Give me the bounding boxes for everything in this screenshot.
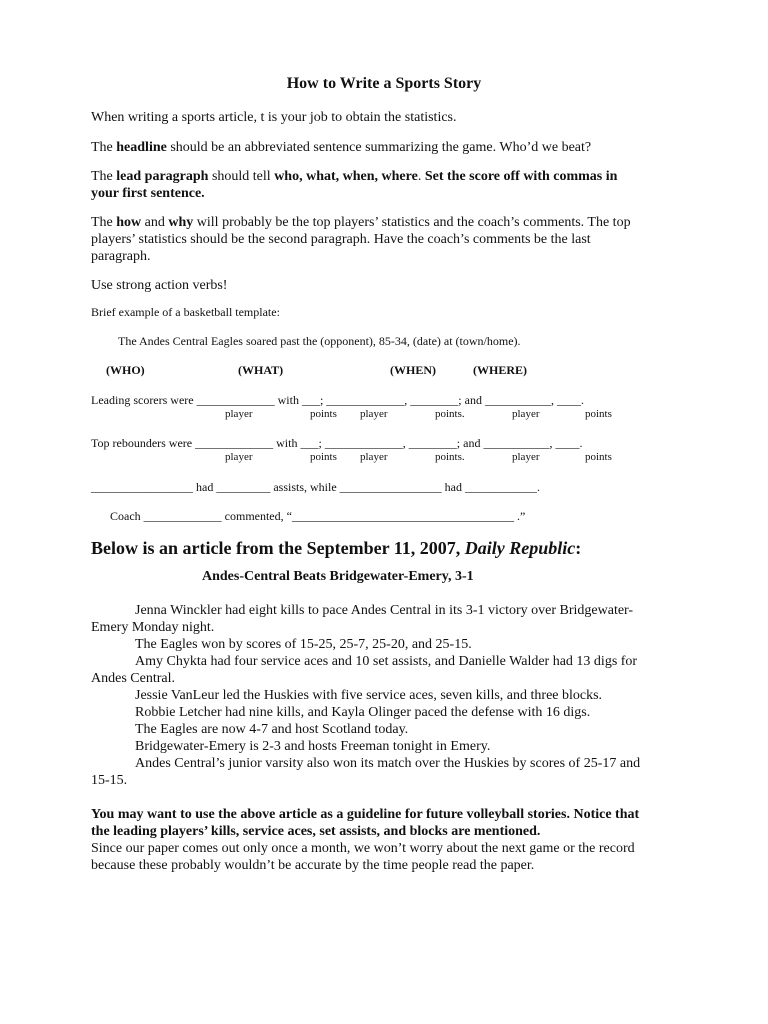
- headline-term: headline: [116, 140, 167, 155]
- how-why-line-2: players’ statistics should be the second paragraph. Have the coach’s comments be the last: [91, 232, 591, 247]
- article-line: Andes Central’s junior varsity also won its match over the Huskies by scores of 25-17 and: [135, 756, 641, 771]
- closing-bold-line-1: You may want to use the above article as a guideline for future volleyball stories. Notice that: [91, 807, 640, 822]
- article-body: [91, 602, 691, 789]
- when-label: (WHEN): [390, 363, 436, 377]
- article-line: The Eagles are now 4-7 and host Scotland today.: [135, 722, 409, 737]
- template-sentence: The Andes Central Eagles soared past the (opponent), 85-34, (date) at (town/home).: [118, 334, 521, 348]
- lead-score-note: Set the score off with commas in: [424, 169, 618, 184]
- how-term: how: [116, 215, 142, 230]
- where-label: (WHERE): [473, 363, 527, 377]
- headline-text: The: [91, 140, 117, 155]
- how-why-text-3: will probably be the top players’ statistics and the coach’s comments. The top: [193, 215, 631, 230]
- how-why-line-3: paragraph.: [91, 249, 151, 264]
- lead-who-what: who, what, when, where: [274, 169, 418, 184]
- how-why-paragraph: [91, 214, 691, 265]
- article-line: Amy Chykta had four service aces and 10 set assists, and Danielle Walder had 13 digs for: [135, 654, 638, 669]
- lead-text-3: .: [417, 169, 425, 184]
- lead-paragraph: [91, 168, 691, 202]
- closing-line-3: Since our paper comes out only once a month, we won’t worry about the next game or the record: [91, 841, 635, 856]
- assists-line: _________________ had _________ assists, while _________________ had ____________.: [91, 480, 540, 494]
- scorers-sub-points-2: points.: [435, 408, 465, 420]
- coach-line: Coach _____________ commented, “_____________________________________ .”: [110, 509, 526, 523]
- lead-score-note-2: your first sentence.: [91, 186, 205, 201]
- scorers-sub-points-3: points: [585, 408, 612, 420]
- rebounders-sub-points-1: points: [310, 451, 337, 463]
- article-heading-colon: :: [575, 538, 582, 558]
- article-title: Andes-Central Beats Bridgewater-Emery, 3-1: [202, 569, 474, 584]
- intro-paragraph: When writing a sports article, t is your job to obtain the statistics.: [91, 110, 457, 125]
- scorers-line: Leading scorers were _____________ with ___; _____________, ________; and ___________, ____.: [91, 393, 584, 407]
- article-line: Andes Central.: [91, 671, 175, 686]
- rebounders-line: Top rebounders were _____________ with ___; _____________, ________; and ___________, ____.: [91, 436, 583, 450]
- how-why-text: The: [91, 215, 117, 230]
- rebounders-sub-player-2: player: [360, 451, 388, 463]
- article-line: The Eagles won by scores of 15-25, 25-7, 25-20, and 25-15.: [135, 637, 472, 652]
- rebounders-sub-player-3: player: [512, 451, 540, 463]
- article-heading-text: Below is an article from the September 11, 2007,: [91, 538, 465, 558]
- action-verbs-line: Use strong action verbs!: [91, 278, 228, 293]
- rebounders-sub-points-2: points.: [435, 451, 465, 463]
- article-heading: [91, 538, 581, 559]
- rebounders-sub-player-1: player: [225, 451, 253, 463]
- scorers-sub-player-3: player: [512, 408, 540, 420]
- lead-text: The: [91, 169, 117, 184]
- closing-line-4: because these probably wouldn’t be accurate by the time people read the paper.: [91, 858, 535, 873]
- article-line: Emery Monday night.: [91, 620, 215, 635]
- how-why-text-2: and: [141, 215, 169, 230]
- headline-text-rest: should be an abbreviated sentence summarizing the game. Who’d we beat?: [166, 140, 592, 155]
- lead-term: lead paragraph: [116, 169, 209, 184]
- example-label: Brief example of a basketball template:: [91, 305, 280, 319]
- why-term: why: [168, 215, 194, 230]
- rebounders-sub-points-3: points: [585, 451, 612, 463]
- article-line: Jenna Winckler had eight kills to pace Andes Central in its 3-1 victory over Bridgewater-: [135, 603, 634, 618]
- scorers-sub-player-2: player: [360, 408, 388, 420]
- newspaper-name: Daily Republic: [464, 538, 576, 558]
- who-label: (WHO): [106, 363, 145, 377]
- headline-paragraph: [91, 139, 691, 156]
- article-line: Robbie Letcher had nine kills, and Kayla Olinger paced the defense with 16 digs.: [135, 705, 591, 720]
- scorers-sub-player-1: player: [225, 408, 253, 420]
- page-title: How to Write a Sports Story: [286, 75, 482, 92]
- article-line: Bridgewater-Emery is 2-3 and hosts Freeman tonight in Emery.: [135, 739, 491, 754]
- scorers-sub-points-1: points: [310, 408, 337, 420]
- closing-paragraph: [91, 806, 731, 874]
- article-line: 15-15.: [91, 773, 128, 788]
- what-label: (WHAT): [238, 363, 284, 377]
- closing-bold-line-2: the leading players’ kills, service aces, set assists, and blocks are mentioned.: [91, 824, 541, 839]
- lead-text-2: should tell: [208, 169, 275, 184]
- article-line: Jessie VanLeur led the Huskies with five service aces, seven kills, and three blocks.: [135, 688, 603, 703]
